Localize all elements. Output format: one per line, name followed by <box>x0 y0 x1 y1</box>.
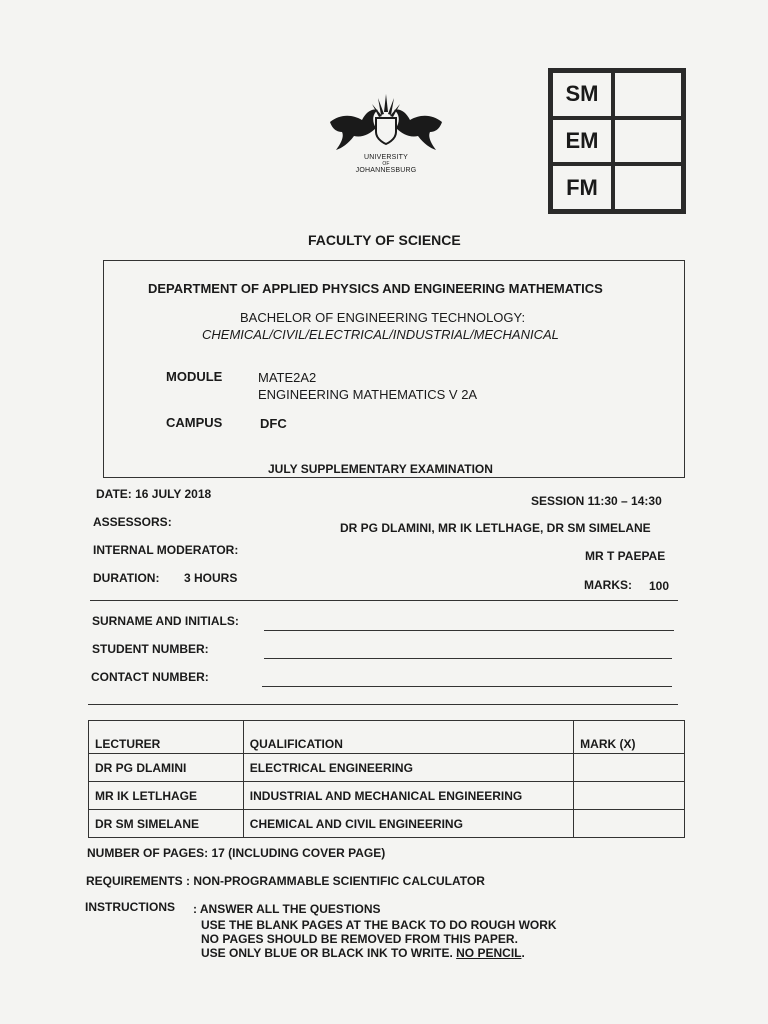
marks-label: MARKS: <box>584 578 632 592</box>
campus-label: CAMPUS <box>166 415 223 430</box>
instruction-line-4 <box>201 946 525 960</box>
disciplines: CHEMICAL/CIVIL/ELECTRICAL/INDUSTRIAL/MECHANICAL <box>202 327 559 342</box>
lecturer-name: DR PG DLAMINI <box>89 754 244 782</box>
qualification: CHEMICAL AND CIVIL ENGINEERING <box>243 810 573 838</box>
qualification: INDUSTRIAL AND MECHANICAL ENGINEERING <box>243 782 573 810</box>
faculty-title: FACULTY OF SCIENCE <box>308 232 461 248</box>
lecturer-name: DR SM SIMELANE <box>89 810 244 838</box>
qualification: ELECTRICAL ENGINEERING <box>243 754 573 782</box>
contact-number-label: CONTACT NUMBER: <box>91 670 209 684</box>
assessors-label: ASSESSORS: <box>93 515 172 529</box>
grid-box-sm[interactable] <box>613 71 683 118</box>
table-row <box>89 810 685 838</box>
header-qualification: QUALIFICATION <box>243 721 573 754</box>
surname-field[interactable] <box>264 630 674 631</box>
requirements: REQUIREMENTS : NON-PROGRAMMABLE SCIENTIFIC CALCULATOR <box>86 874 485 888</box>
twin-birds-emblem-icon <box>326 92 446 154</box>
instructions-label: INSTRUCTIONS <box>85 900 175 914</box>
lecturer-table <box>88 720 685 838</box>
mark-cell[interactable] <box>574 782 685 810</box>
instruction-period: . <box>521 946 525 960</box>
surname-label: SURNAME AND INITIALS: <box>92 614 239 628</box>
student-number-label: STUDENT NUMBER: <box>92 642 209 656</box>
header-lecturer: LECTURER <box>89 721 244 754</box>
grid-label-fm: FM <box>551 164 613 211</box>
department-title: DEPARTMENT OF APPLIED PHYSICS AND ENGINEERING MATHEMATICS <box>148 281 603 296</box>
instruction-line-3: NO PAGES SHOULD BE REMOVED FROM THIS PAPER. <box>201 932 518 946</box>
instruction-line-1: : ANSWER ALL THE QUESTIONS <box>193 902 381 916</box>
mark-cell[interactable] <box>574 754 685 782</box>
moderator-value: MR T PAEPAE <box>585 549 666 563</box>
number-of-pages: NUMBER OF PAGES: 17 (INCLUDING COVER PAGE) <box>87 846 386 860</box>
divider-top <box>90 600 678 601</box>
university-logo <box>326 92 446 187</box>
grid-box-fm[interactable] <box>613 164 683 211</box>
moderator-label: INTERNAL MODERATOR: <box>93 543 239 557</box>
marks-value: 100 <box>649 579 670 593</box>
instruction-ink: USE ONLY BLUE OR BLACK INK TO WRITE. <box>201 946 453 960</box>
grid-label-em: EM <box>551 118 613 165</box>
student-number-field[interactable] <box>264 658 672 659</box>
campus-value: DFC <box>260 416 287 431</box>
grid-box-em[interactable] <box>613 118 683 165</box>
logo-line-2: OF <box>382 161 390 167</box>
table-row <box>89 782 685 810</box>
duration-label: DURATION: <box>93 571 160 585</box>
header-mark: MARK (X) <box>574 721 685 754</box>
module-label: MODULE <box>166 369 223 384</box>
mark-cell[interactable] <box>574 810 685 838</box>
degree-title: BACHELOR OF ENGINEERING TECHNOLOGY: <box>240 310 526 325</box>
module-code: MATE2A2 <box>258 370 317 385</box>
module-name: ENGINEERING MATHEMATICS V 2A <box>258 387 478 402</box>
lecturer-name: MR IK LETLHAGE <box>89 782 244 810</box>
instruction-line-2: USE THE BLANK PAGES AT THE BACK TO DO ROUGH WORK <box>201 918 557 932</box>
marks-grid <box>548 68 686 214</box>
assessors-value: DR PG DLAMINI, MR IK LETLHAGE, DR SM SIMELANE <box>340 521 651 535</box>
grid-label-sm: SM <box>551 71 613 118</box>
duration-value: 3 HOURS <box>184 571 238 585</box>
exam-session: SESSION 11:30 – 14:30 <box>531 494 662 508</box>
table-row <box>89 754 685 782</box>
contact-number-field[interactable] <box>262 686 672 687</box>
exam-type: JULY SUPPLEMENTARY EXAMINATION <box>268 462 493 476</box>
logo-line-1: UNIVERSITY <box>363 154 408 161</box>
table-header-row <box>89 721 685 754</box>
instruction-no-pencil: NO PENCIL <box>456 946 522 960</box>
logo-line-3: JOHANNESBURG <box>355 167 417 174</box>
exam-date: DATE: 16 JULY 2018 <box>96 487 212 501</box>
divider-bottom <box>88 704 678 705</box>
